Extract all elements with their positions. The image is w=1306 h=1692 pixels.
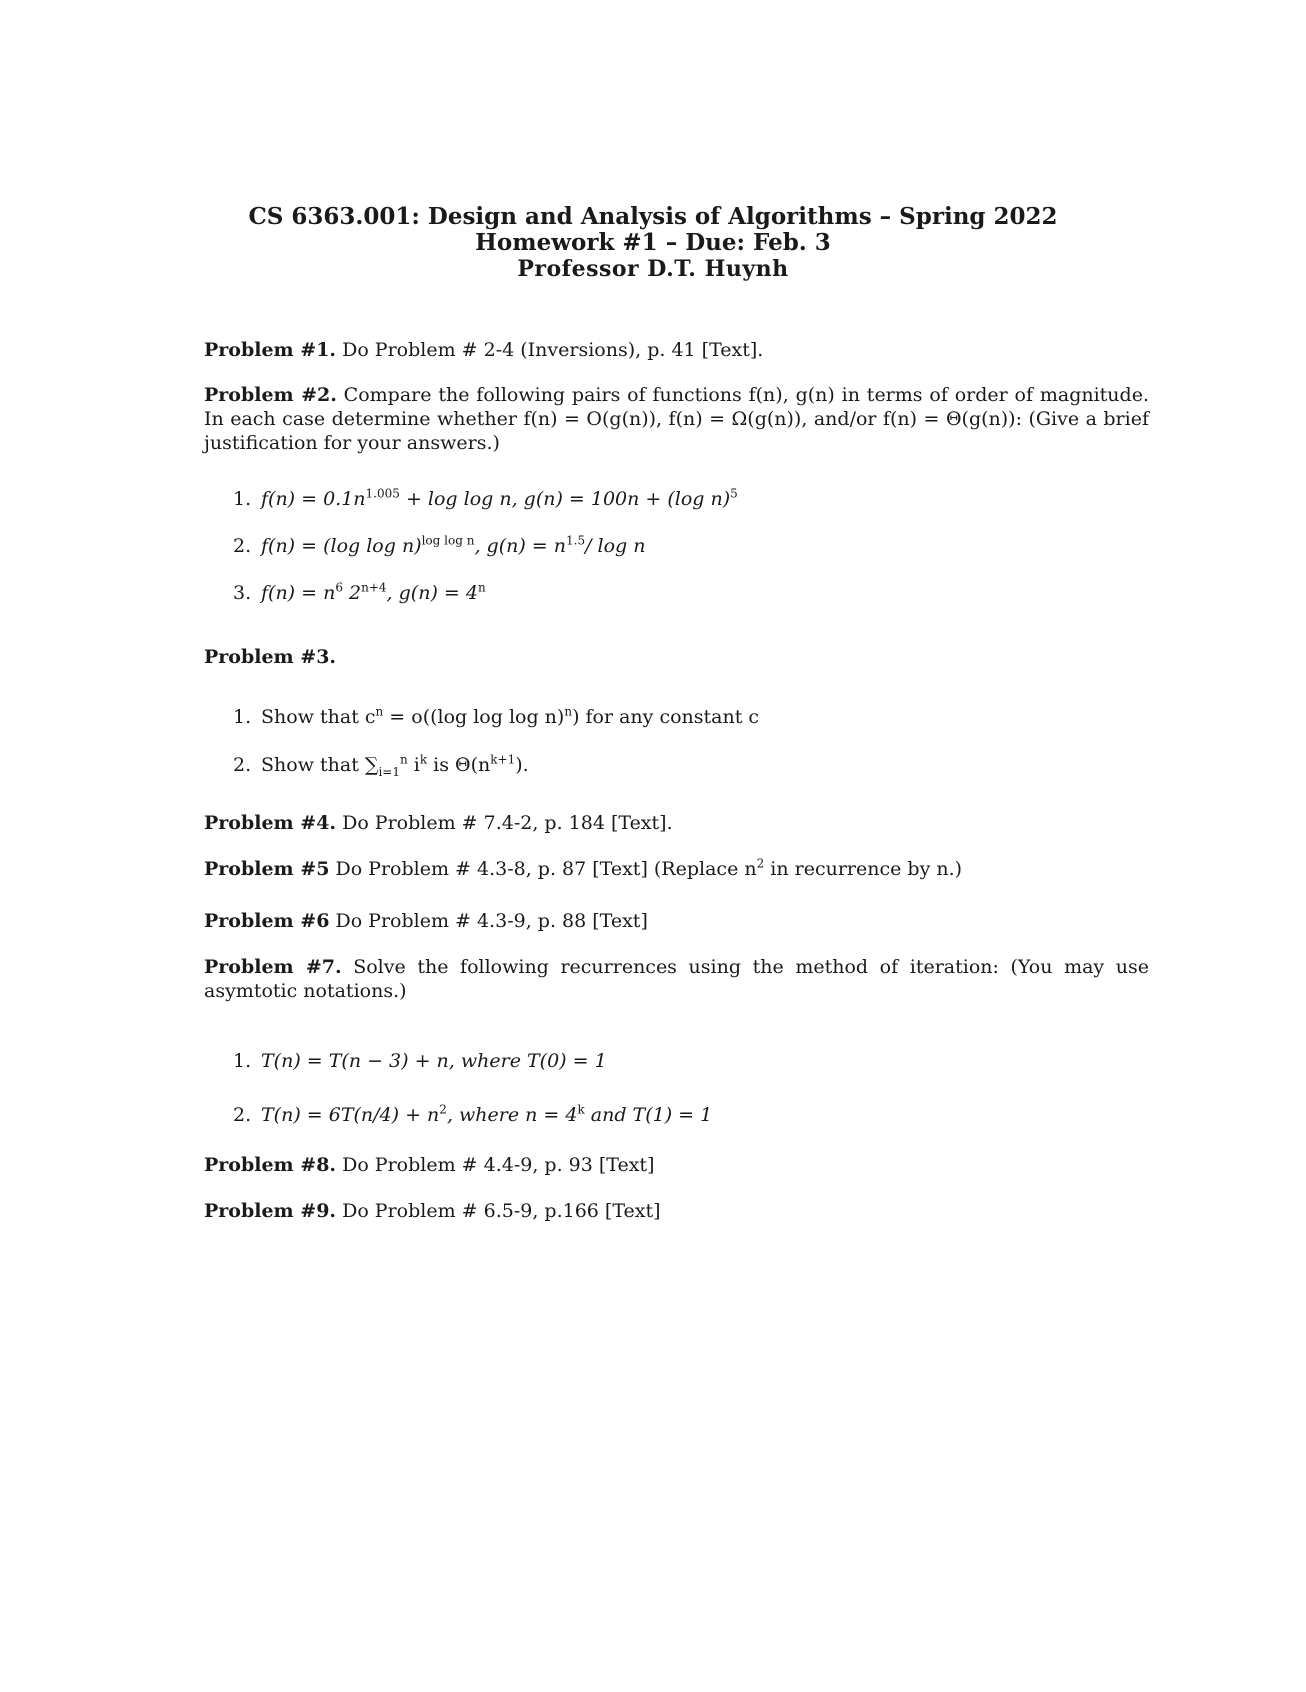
list-item: 1. $f(n) = 0.1n^{1.005} + \log \log n$, g(n) = 100n + (log n)$^5$ xyxy=(233,486,738,510)
list-item: 1. T(n) = T(n − 3) + n, where T(0) = 1 xyxy=(233,1050,607,1072)
problem-6-text: Do Problem # 4.3-9, p. 88 [Text] xyxy=(329,910,648,932)
list-item: 3. $f(n) = n^6$ $2^{n+4}$, $g(n) = 4^n$ xyxy=(233,580,486,604)
problem-3 xyxy=(204,645,1149,669)
problem-8-label: Problem #8. xyxy=(204,1154,337,1176)
list-item: 2. Show that $\sum_{i=1}^n$ $i^k$ is $\Theta(n^{k+1})$. xyxy=(233,752,529,779)
problem-2-list xyxy=(204,487,1149,605)
problem-2-label: Problem #2. xyxy=(204,384,337,406)
problem-3-label: Problem #3. xyxy=(204,646,337,668)
problem-4-label: Problem #4. xyxy=(204,812,337,834)
homework-title: Homework #1 – Due: Feb. 3 xyxy=(475,229,831,256)
problem-7-label: Problem #7. xyxy=(204,956,342,978)
problem-9-text: Do Problem # 6.5-9, p.166 [Text] xyxy=(336,1200,661,1222)
problem-8 xyxy=(204,1153,1149,1177)
problem-2-text: Compare the following pairs of functions f(n), g(n) in terms of order of magnitude. In each case determine whether f(n) = O(g(n)), f(n) = Ω(g(n)), and/or f(n) = Θ(g(n)): (Give a brief justification for your answers.) xyxy=(204,384,1149,454)
problem-6-label: Problem #6 xyxy=(204,910,330,932)
problem-4-text: Do Problem # 7.4-2, p. 184 [Text]. xyxy=(336,812,673,834)
problem-9-label: Problem #9. xyxy=(204,1200,337,1222)
problem-1 xyxy=(204,338,1149,362)
problem-5: Problem #5 Do Problem # 4.3-8, p. 87 [Text] (Replace $n^2$ in recurrence by n.) xyxy=(204,856,963,880)
problem-6 xyxy=(204,909,1149,933)
list-item: 2. $T(n) = 6T(n/4) + n^2$, where $n = 4^k$ and T(1) = 1 xyxy=(233,1102,713,1126)
professor-name: Professor D.T. Huynh xyxy=(517,256,789,282)
problem-4 xyxy=(204,811,1149,835)
document-header xyxy=(0,204,1306,282)
problem-8-text: Do Problem # 4.4-9, p. 93 [Text] xyxy=(336,1154,655,1176)
list-item: 2. f(n) = (log log n)$^{log log n}$, $g(n) = n^{1.5}/$ log n xyxy=(233,533,646,557)
problem-7 xyxy=(204,955,1149,1003)
problem-1-label: Problem #1. xyxy=(204,339,337,361)
problem-2 xyxy=(204,383,1149,455)
problem-9 xyxy=(204,1199,1149,1223)
list-item: 1. Show that $c^n = o((\log$ log log n)$^n$) for any constant c xyxy=(233,704,760,728)
course-title: CS 6363.001: Design and Analysis of Algorithms – Spring 2022 xyxy=(248,203,1058,230)
problem-3-list xyxy=(204,705,1149,777)
problem-5-label: Problem #5 xyxy=(204,858,330,880)
problem-7-text: Solve the following recurrences using the method of iteration: (You may use asymtotic notations.) xyxy=(204,956,1149,1002)
problem-1-text: Do Problem # 2-4 (Inversions), p. 41 [Text]. xyxy=(336,339,764,361)
problems-section xyxy=(204,338,1149,1223)
problem-7-list xyxy=(204,1049,1149,1127)
